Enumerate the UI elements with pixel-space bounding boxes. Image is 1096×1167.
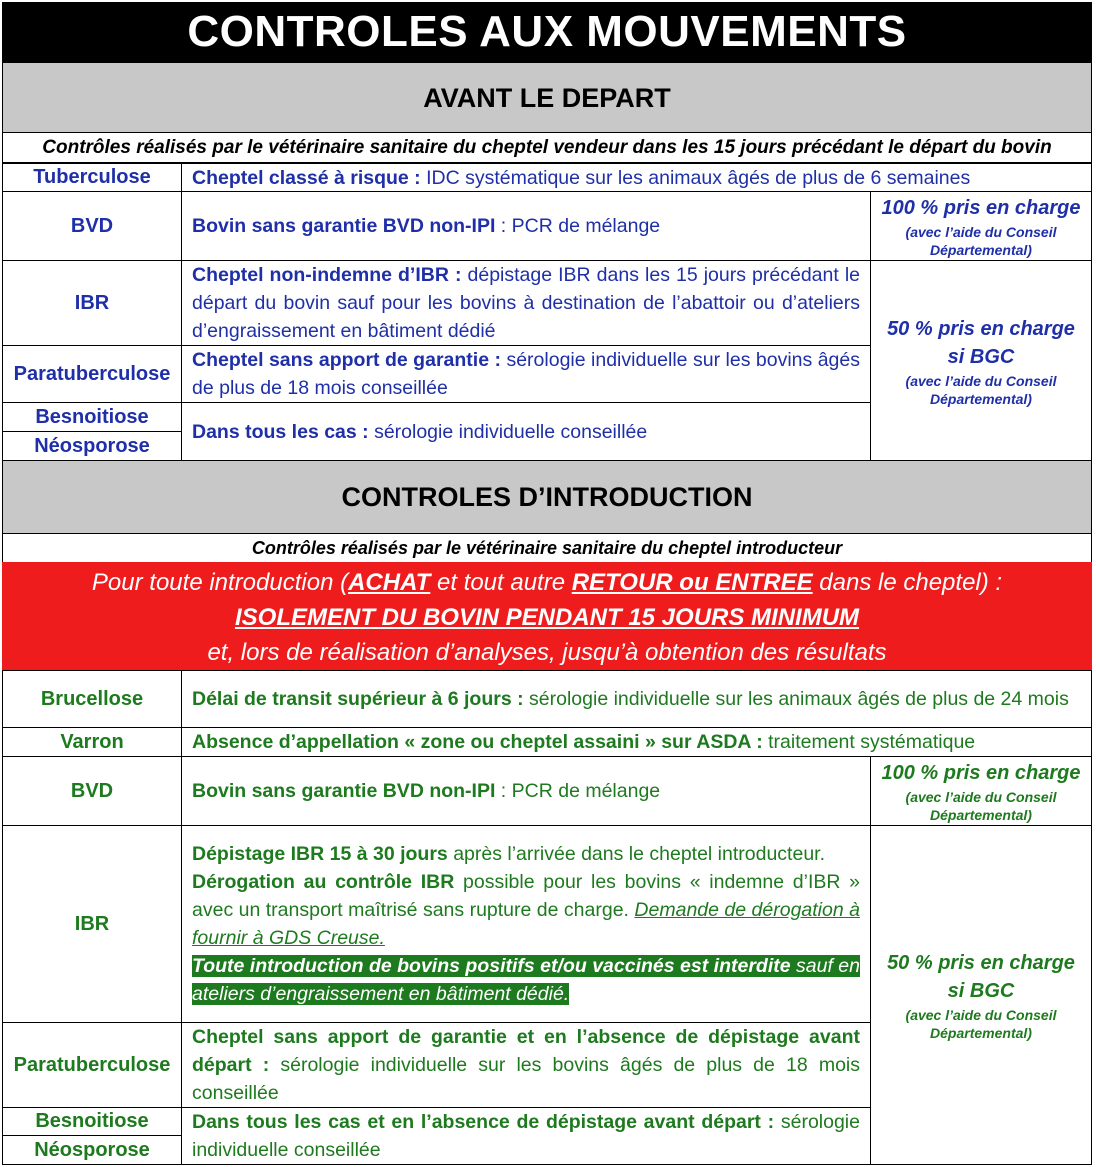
text-ibr-intro	[181, 825, 871, 1023]
label-paratuberculose-intro: Paratuberculose	[2, 1022, 182, 1108]
section-heading-depart: AVANT LE DEPART	[2, 62, 1092, 133]
funding-50-intro: 50 % pris en charge si BGC (avec l’aide du Conseil Départemental)	[870, 825, 1092, 1165]
text-varron: Absence d’appellation « zone ou cheptel assaini » sur ASDA : traitement systématique	[181, 727, 1092, 757]
ibr-intro-paragraph-3: Toute introduction de bovins positifs et/ou vaccinés est interdite sauf en ateliers d’engraissement en bâtiment dédié.	[192, 955, 860, 1005]
banner-line-1: Pour toute introduction (ACHAT et tout autre RETOUR ou ENTREE dans le cheptel) :	[91, 569, 1003, 596]
funding-100-intro: 100 % pris en charge (avec l’aide du Conseil Départemental)	[870, 756, 1092, 826]
section-subheading-introduction: Contrôles réalisés par le vétérinaire sanitaire du cheptel introducteur	[2, 534, 1092, 563]
label-neosporose: Néosporose	[2, 431, 182, 461]
text-paratuberculose: Cheptel sans apport de garantie : sérologie individuelle sur les bovins âgés de plus de 18 mois conseillée	[181, 345, 871, 403]
isolation-banner	[2, 562, 1092, 670]
section-heading-introduction: CONTROLES D’INTRODUCTION	[2, 460, 1092, 534]
page-title: CONTROLES AUX MOUVEMENTS	[2, 2, 1092, 62]
banner-line-2: ISOLEMENT DU BOVIN PENDANT 15 JOURS MINIMUM	[234, 604, 860, 631]
label-neosporose-intro: Néosporose	[2, 1135, 182, 1165]
label-varron: Varron	[2, 727, 182, 757]
text-tuberculose: Cheptel classé à risque : IDC systématique sur les animaux âgés de plus de 6 semaines	[181, 163, 1092, 192]
funding-50-depart: 50 % pris en charge si BGC (avec l’aide du Conseil Départemental)	[870, 260, 1092, 461]
label-besnoitiose: Besnoitiose	[2, 402, 182, 432]
section-subheading-depart: Contrôles réalisés par le vétérinaire sanitaire du cheptel vendeur dans les 15 jours précédant le départ du bovin	[2, 133, 1092, 163]
ibr-intro-paragraph-1: Dépistage IBR 15 à 30 jours après l’arrivée dans le cheptel introducteur.	[192, 843, 825, 865]
label-bvd-intro: BVD	[2, 756, 182, 826]
text-bvd: Bovin sans garantie BVD non-IPI : PCR de mélange	[181, 191, 871, 261]
label-besnoitiose-intro: Besnoitiose	[2, 1107, 182, 1136]
text-paratuberculose-intro: Cheptel sans apport de garantie et en l’absence de dépistage avant départ : sérologie individuelle sur les bovins âgés de plus de 18 mois conseillée	[181, 1022, 871, 1108]
banner-line-3: et, lors de réalisation d’analyses, jusqu’à obtention des résultats	[207, 639, 887, 666]
label-brucellose: Brucellose	[2, 670, 182, 728]
label-tuberculose: Tuberculose	[2, 163, 182, 192]
text-bvd-intro: Bovin sans garantie BVD non-IPI : PCR de mélange	[181, 756, 871, 826]
ibr-intro-paragraph-2: Dérogation au contrôle IBR possible pour les bovins « indemne d’IBR » avec un transport maîtrisé sans rupture de charge. Demande de dérogation à fournir à GDS Creuse.	[192, 871, 861, 949]
label-bvd: BVD	[2, 191, 182, 261]
label-ibr: IBR	[2, 260, 182, 346]
text-besnoitiose-neosporose: Dans tous les cas : sérologie individuelle conseillée	[181, 402, 871, 461]
funding-100-depart: 100 % pris en charge (avec l’aide du Conseil Départemental)	[870, 191, 1092, 261]
text-ibr: Cheptel non-indemne d’IBR : dépistage IBR dans les 15 jours précédant le départ du bovin sauf pour les bovins à destination de l’abattoir ou d’ateliers d’engraissement en bâtiment dédié	[181, 260, 871, 346]
label-paratuberculose: Paratuberculose	[2, 345, 182, 403]
text-brucellose: Délai de transit supérieur à 6 jours : sérologie individuelle sur les animaux âgés de plus de 24 mois	[181, 670, 1092, 728]
text-besnoitiose-neosporose-intro: Dans tous les cas et en l’absence de dépistage avant départ : sérologie individuelle conseillée	[181, 1107, 871, 1165]
label-ibr-intro: IBR	[2, 825, 182, 1023]
